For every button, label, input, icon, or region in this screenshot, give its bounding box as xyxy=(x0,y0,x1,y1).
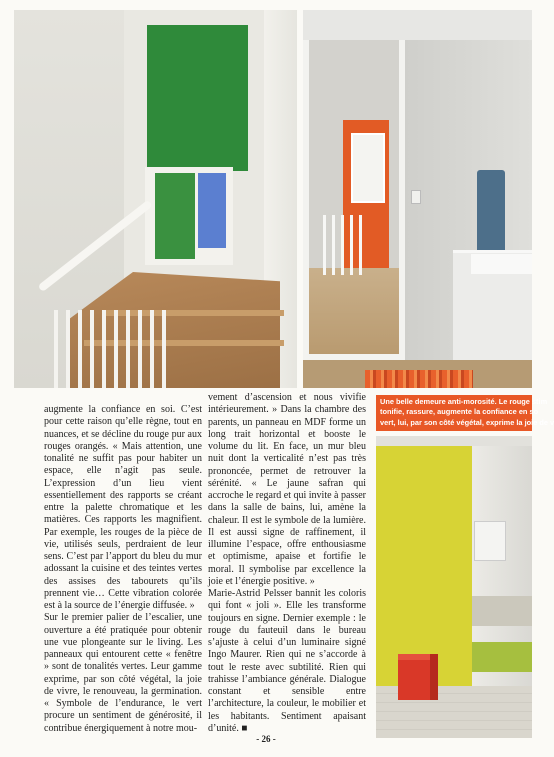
photo-caption xyxy=(376,395,554,431)
page-number: - 26 - xyxy=(256,734,276,744)
paragraph: Sur le premier palier de l’escalier, une ouverture a été pratiquée pour obtenir une vue plongeante sur le living. Les panneaux qui entourent cette « fenêtre » sont de tonalités vertes. Leur gamme exprime, par son côté végétal, la joie de vivre, le renouveau, la germination. « Symbole de l’endurance, le vert procure un sentiment de générosité, il contribue énergiquement à notre mou- xyxy=(44,612,202,734)
towel xyxy=(477,170,505,250)
caption-line: Une belle demeure anti-morosité. Le rouge stim xyxy=(380,397,548,406)
hallway-bathroom-photo xyxy=(303,10,532,388)
striped-rug xyxy=(365,370,473,388)
text-column-left xyxy=(44,404,202,735)
paragraph: vement d’ascension et nous vivifie intérieurement. » Dans la chambre des parents, un panneau en MDF forme un long trait horizontal et booste le volume du lit. En face, un mur bleu nuit dont la verticalité n’est pas très prononcée, permet de retrouver la sérénité. « Le jaune safran qui accroche le regard et qui invite à passer dans la salle de bains, lui, amène la chaleur. Il est le symbole de la lumière. Il est aussi signe de raffinement, il illumine l’espace, offre enthousiasme et optimisme, apaise et fortifie le moral. Il symbolise par excellence la joie et l’énergie positive. » xyxy=(208,392,366,587)
green-panel-lower xyxy=(155,173,195,259)
caption-line: vert, lui, par son côté végétal, exprime la joie de v xyxy=(380,417,554,427)
vanity-shelf xyxy=(472,596,532,626)
door-frame xyxy=(303,40,405,360)
light-switch xyxy=(411,190,421,204)
yellow-wall xyxy=(376,446,472,686)
text-column-right xyxy=(208,392,366,735)
mirror xyxy=(474,521,506,561)
stair-banister xyxy=(54,310,174,388)
blue-panel xyxy=(198,173,226,248)
green-rug xyxy=(472,642,532,672)
caption-line: tonifie, rassure, augmente la confiance en so xyxy=(380,407,539,417)
washbasin xyxy=(471,254,532,274)
green-panel-upper xyxy=(147,25,248,171)
paragraph: Marie-Astrid Pelsser bannit les coloris qui font « joli ». Elle les transforme toujours en signe. Dernier exemple : le rouge du fauteuil dans le bureau s’ajuste à celui d’un luminaire signé Ingo Maurer. Rien qui ne s’accorde à tout le reste avec subtilité. Rien qui trahisse l’ambiance générale. Dialogue constant et sensible entre l’architecture, la couleur, le mobilier et les habitants. Sentiment apaisant d’unité. ■ xyxy=(208,588,366,734)
paragraph: augmente la confiance en soi. C’est pour cette raison qu’elle règne, tout en nuances, et se décline du rouge pur aux rouges orangés. « Mais attention, une tonalité ne suffit pas pour habiter un espace, elle n’agit pas seule. L’expression d’un lieu vient essentiellement des rapports se créant entre la palette chromatique et les matières. Ces rapports les magnifient. Par exemple, les rouges de la pièce de vie, utilisés seuls, perdraient de leur sens. C’est par l’apport du bleu du mur adossant la cuisine et des teintes vertes des assises des tabourets qu’ils prennent vie… Cette vibration colorée est à la source de l’énergie diffusée. » xyxy=(44,404,202,611)
red-cube-stool xyxy=(398,654,438,700)
yellow-room-photo xyxy=(376,436,532,738)
stairwell-photo xyxy=(14,10,297,388)
